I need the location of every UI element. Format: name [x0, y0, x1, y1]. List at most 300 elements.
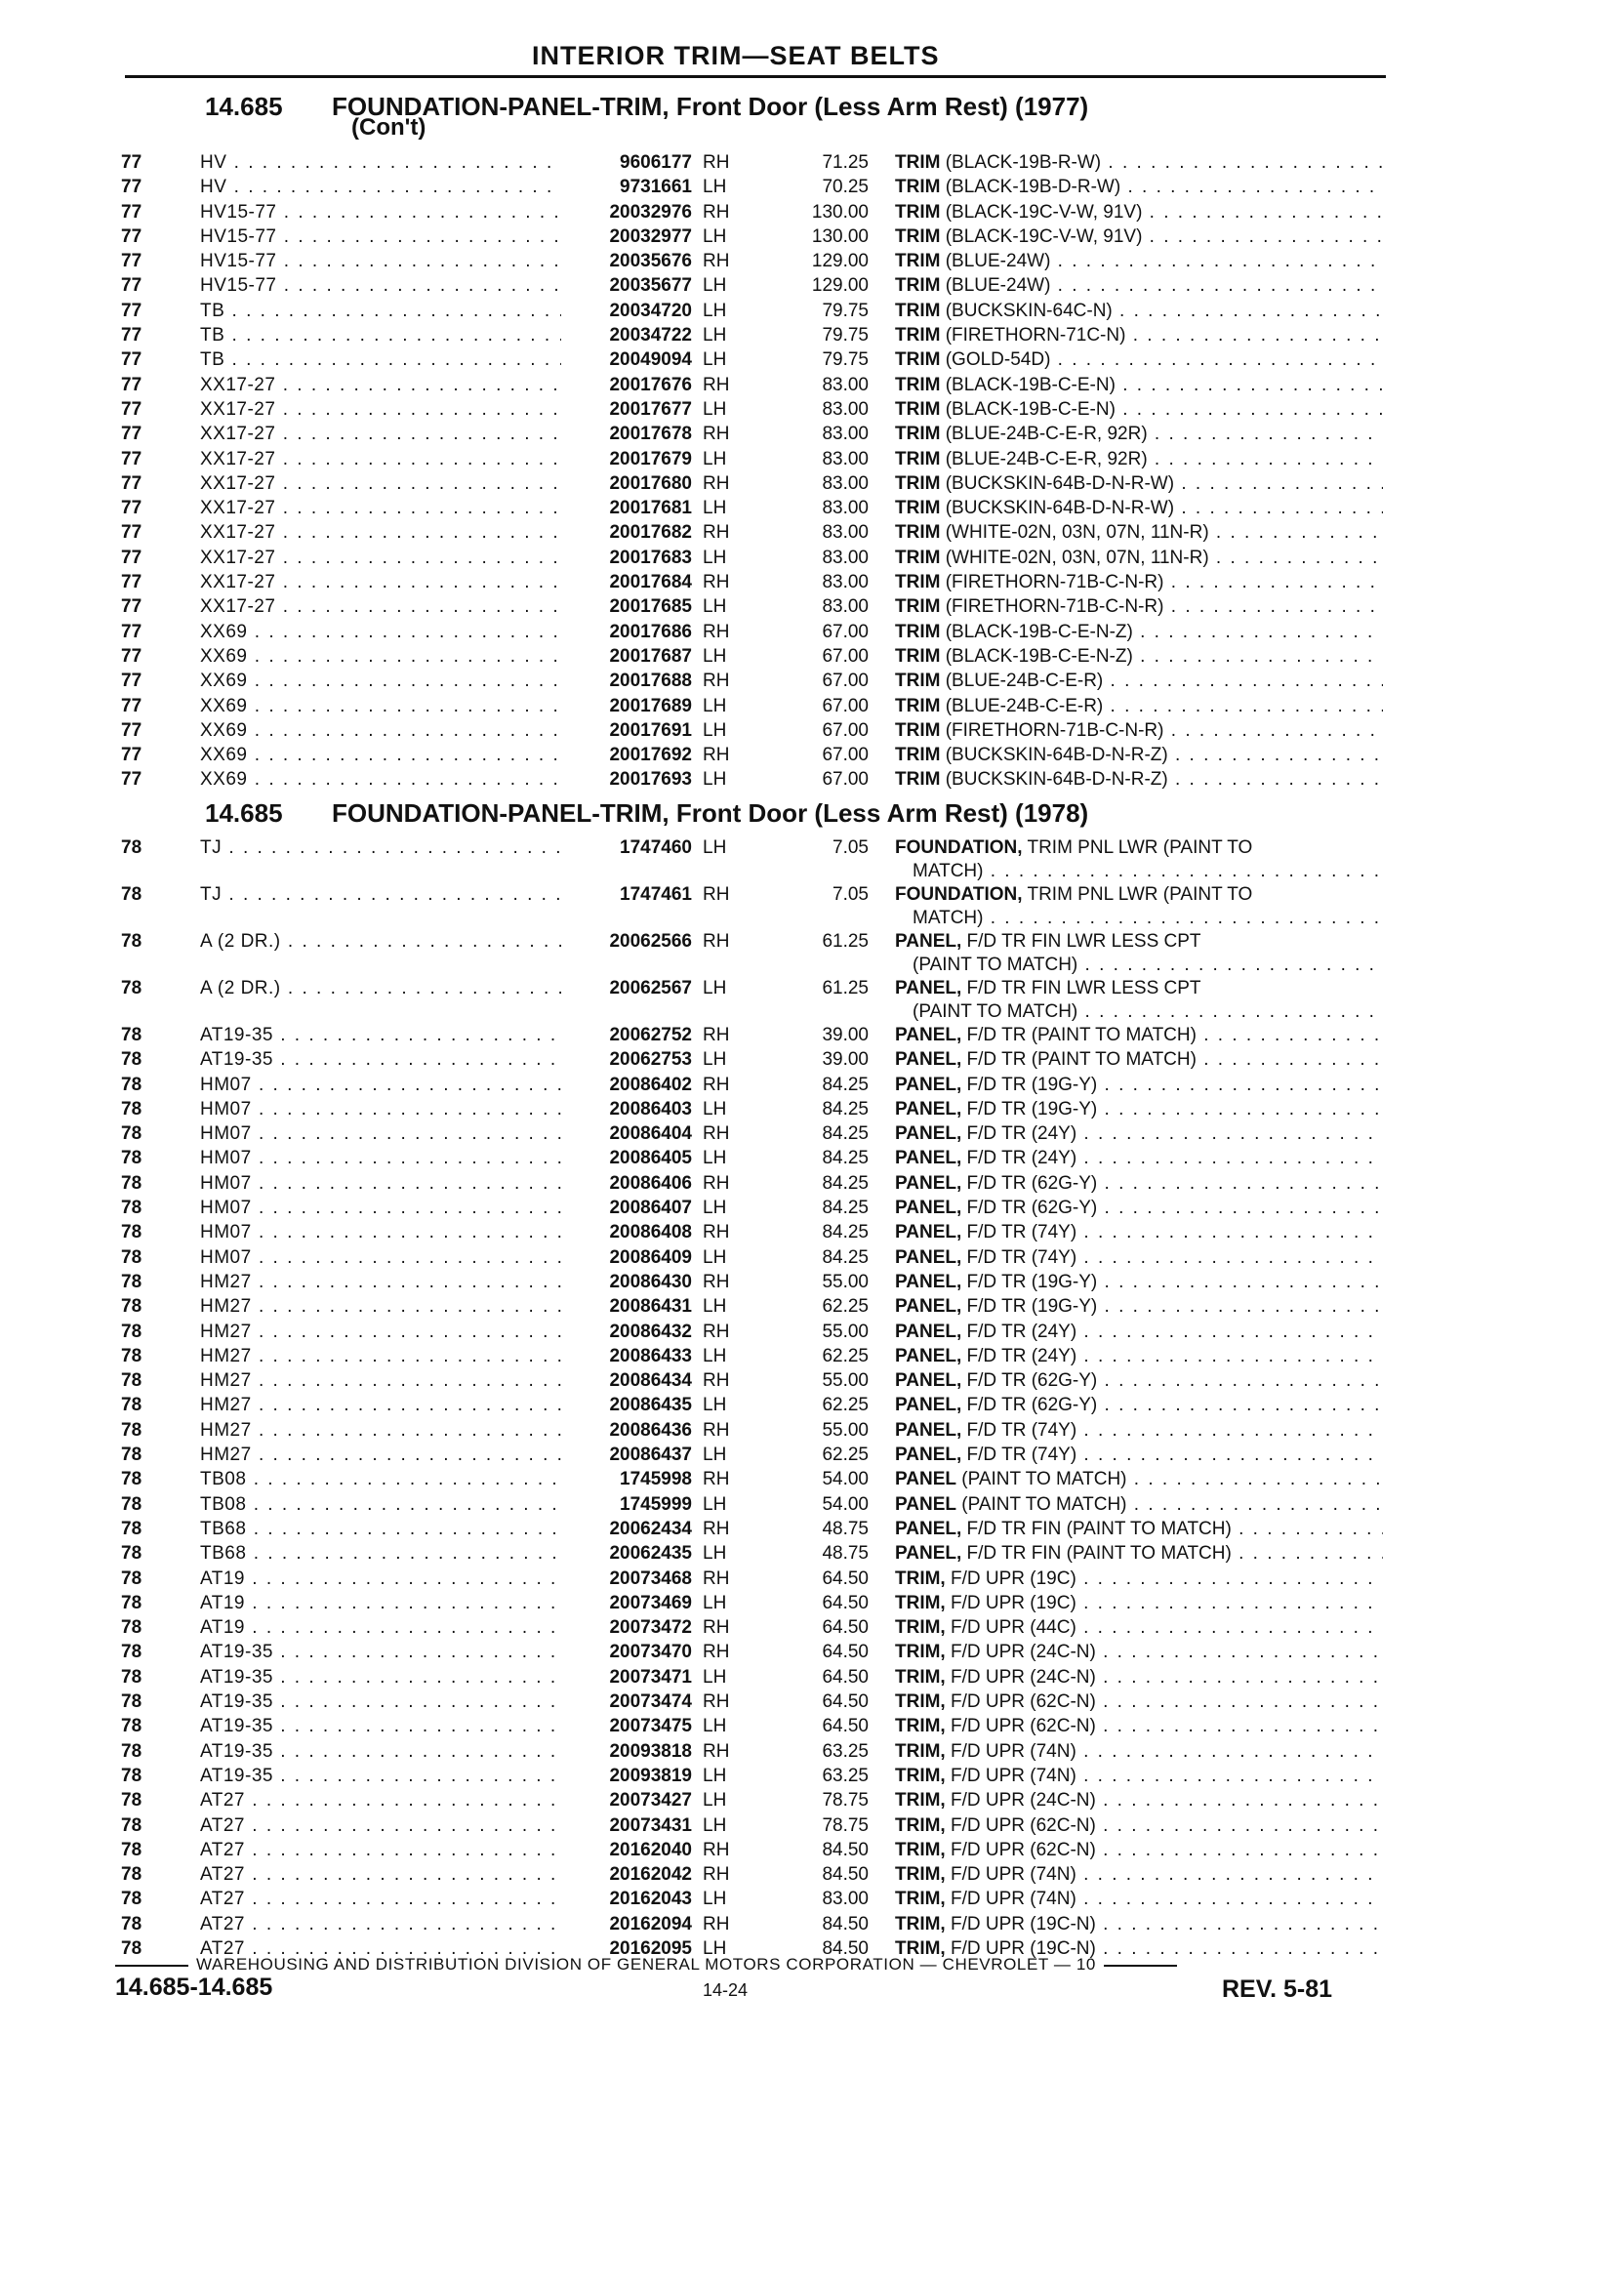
part-number: 20073471 — [605, 1665, 692, 1690]
description-keyword: PANEL, — [895, 1025, 962, 1045]
list-price: 84.25 — [822, 1074, 869, 1095]
part-number: 20086404 — [605, 1121, 692, 1146]
list-price: 84.25 — [822, 1246, 869, 1268]
description-detail: F/D UPR (62C-N) . . . — [951, 1815, 1383, 1836]
description-detail: (BLACK-19B-C-E-N-Z) . . . — [946, 622, 1383, 642]
part-number: 9731661 — [616, 175, 692, 199]
description-detail: (BLUE-24W) . . . — [946, 251, 1383, 271]
list-price: 55.00 — [822, 1419, 869, 1441]
description-detail: F/D TR (62G-Y) . . . — [967, 1370, 1383, 1391]
list-price: 84.25 — [822, 1123, 869, 1145]
body-model: HM07 . . . — [200, 1121, 561, 1146]
part-description — [895, 496, 1383, 520]
description-detail: F/D TR FIN LWR LESS CPT — [966, 931, 1201, 952]
part-description — [895, 447, 1383, 471]
description-keyword: TRIM — [895, 398, 941, 420]
part-description — [895, 1615, 1383, 1640]
part-row — [0, 767, 1624, 792]
side-code: RH — [703, 1617, 730, 1639]
part-number: 20034722 — [605, 323, 692, 347]
description-keyword: TRIM, — [895, 1839, 946, 1860]
part-description — [895, 1121, 1383, 1146]
side-code: LH — [703, 1889, 727, 1910]
side-code: LH — [703, 1049, 727, 1071]
body-model: XX17-27 . . . — [200, 447, 561, 471]
model-year: 77 — [121, 201, 142, 223]
list-price: 7.05 — [832, 884, 869, 905]
model-year: 77 — [121, 645, 142, 667]
description-keyword: FOUNDATION, — [895, 837, 1023, 858]
list-price: 83.00 — [822, 522, 869, 544]
part-row — [0, 1764, 1624, 1788]
description-keyword: TRIM — [895, 547, 941, 568]
body-model: TB68 . . . — [200, 1517, 561, 1541]
part-row — [0, 882, 1624, 929]
list-price: 84.25 — [822, 1222, 869, 1243]
list-price: 64.50 — [822, 1666, 869, 1688]
description-keyword: TRIM — [895, 498, 941, 519]
model-year: 77 — [121, 448, 142, 469]
side-code: LH — [703, 1937, 727, 1959]
part-row — [0, 422, 1624, 446]
side-code: LH — [703, 1296, 727, 1318]
body-model: XX69 . . . — [200, 767, 561, 792]
model-year: 77 — [121, 472, 142, 494]
part-row — [0, 1788, 1624, 1812]
model-year: 77 — [121, 769, 142, 791]
part-number: 20162095 — [605, 1936, 692, 1961]
body-model: AT19-35 . . . — [200, 1047, 561, 1072]
part-row — [0, 1567, 1624, 1591]
part-description — [895, 767, 1383, 792]
part-description — [895, 546, 1383, 570]
body-model: HM27 . . . — [200, 1418, 561, 1443]
side-code: LH — [703, 225, 727, 247]
body-model: TB08 . . . — [200, 1467, 561, 1491]
description-detail: (BLACK-19B-C-E-N) . . . — [946, 375, 1383, 395]
part-number: 20017676 — [605, 373, 692, 397]
description-detail: F/D TR FIN (PAINT TO MATCH) . . . — [967, 1519, 1383, 1539]
side-code: RH — [703, 1172, 730, 1194]
model-year: 78 — [121, 1493, 142, 1515]
side-code: RH — [703, 522, 730, 544]
part-description — [895, 718, 1383, 743]
list-price: 130.00 — [811, 201, 869, 223]
model-year: 78 — [121, 837, 142, 858]
part-row — [0, 397, 1624, 422]
side-code: LH — [703, 448, 727, 469]
part-description — [895, 1146, 1383, 1170]
description-detail: (BUCKSKIN-64C-N) . . . — [946, 301, 1383, 321]
model-year: 77 — [121, 349, 142, 371]
list-price: 55.00 — [822, 1321, 869, 1342]
part-number: 20017681 — [605, 496, 692, 520]
model-year: 78 — [121, 1098, 142, 1120]
part-number: 20073474 — [605, 1690, 692, 1714]
body-model: HM27 . . . — [200, 1368, 561, 1393]
part-number: 1745998 — [616, 1467, 692, 1491]
body-model: A (2 DR.) . . . — [200, 976, 561, 1000]
part-row — [0, 520, 1624, 545]
description-detail: (BUCKSKIN-64B-D-N-R-Z) . . . — [946, 745, 1383, 765]
side-code: LH — [703, 1493, 727, 1515]
body-model: AT19-35 . . . — [200, 1690, 561, 1714]
description-detail: (WHITE-02N, 03N, 07N, 11N-R) . . . — [946, 548, 1383, 568]
part-row — [0, 299, 1624, 323]
side-code: RH — [703, 201, 730, 223]
side-code: LH — [703, 1198, 727, 1219]
description-keyword: TRIM — [895, 671, 941, 692]
part-row — [0, 1467, 1624, 1491]
body-model: HV15-77 . . . — [200, 200, 561, 224]
part-number: 20017686 — [605, 620, 692, 644]
model-year: 78 — [121, 1469, 142, 1490]
description-detail: (WHITE-02N, 03N, 07N, 11N-R) . . . — [946, 522, 1383, 543]
description-keyword: PANEL, — [895, 1345, 962, 1366]
body-model: AT19-35 . . . — [200, 1714, 561, 1738]
part-row — [0, 1887, 1624, 1911]
description-keyword: PANEL, — [895, 1445, 962, 1466]
model-year: 77 — [121, 596, 142, 618]
description-keyword: PANEL — [895, 1469, 956, 1490]
description-keyword: TRIM, — [895, 1765, 946, 1786]
list-price: 48.75 — [822, 1518, 869, 1539]
description-detail: F/D TR (74Y) . . . — [967, 1247, 1383, 1268]
model-year: 77 — [121, 498, 142, 519]
part-number: 20049094 — [605, 347, 692, 372]
section-title: FOUNDATION-PANEL-TRIM, Front Door (Less Arm Rest) (1977) — [332, 92, 1089, 121]
part-row — [0, 273, 1624, 298]
description-detail: F/D TR FIN (PAINT TO MATCH) . . . — [967, 1543, 1383, 1564]
side-code: RH — [703, 671, 730, 692]
footer-page-number: 14-24 — [703, 1980, 749, 2000]
part-row — [0, 323, 1624, 347]
part-description — [895, 249, 1383, 273]
model-year: 78 — [121, 1790, 142, 1812]
description-detail: F/D UPR (19C) . . . — [951, 1568, 1383, 1589]
part-number: 20073469 — [605, 1591, 692, 1615]
side-code: LH — [703, 1345, 727, 1366]
description-detail: F/D TR (62G-Y) . . . — [967, 1395, 1383, 1415]
side-code: LH — [703, 719, 727, 741]
part-description — [895, 1739, 1383, 1764]
side-code: RH — [703, 374, 730, 395]
side-code: LH — [703, 1246, 727, 1268]
model-year: 77 — [121, 300, 142, 321]
list-price: 84.50 — [822, 1937, 869, 1959]
list-price: 84.25 — [822, 1198, 869, 1219]
part-row — [0, 1541, 1624, 1566]
list-price: 39.00 — [822, 1025, 869, 1045]
part-number: 20093819 — [605, 1764, 692, 1788]
model-year: 78 — [121, 1321, 142, 1342]
list-price: 83.00 — [822, 498, 869, 519]
description-keyword: TRIM — [895, 645, 941, 667]
part-row — [0, 743, 1624, 767]
side-code: RH — [703, 1469, 730, 1490]
side-code: RH — [703, 1839, 730, 1860]
body-model: HM07 . . . — [200, 1245, 561, 1270]
list-price: 84.50 — [822, 1913, 869, 1934]
part-number: 20086430 — [605, 1270, 692, 1294]
description-detail: (GOLD-54D) . . . — [946, 349, 1383, 370]
side-code: LH — [703, 769, 727, 791]
section-title: FOUNDATION-PANEL-TRIM, Front Door (Less Arm Rest) (1978) — [332, 798, 1089, 828]
part-description — [895, 323, 1383, 347]
section-continued-label: (Con't) — [351, 114, 426, 141]
section-heading-1977 — [205, 92, 1088, 122]
part-description — [895, 1541, 1383, 1566]
side-code: RH — [703, 931, 730, 952]
description-detail: F/D TR (62G-Y) . . . — [967, 1173, 1383, 1194]
side-code: RH — [703, 1568, 730, 1589]
list-price: 83.00 — [822, 374, 869, 395]
description-keyword: TRIM — [895, 275, 941, 297]
description-detail: F/D TR (19G-Y) . . . — [967, 1099, 1383, 1120]
description-keyword: TRIM — [895, 201, 941, 223]
model-year: 77 — [121, 374, 142, 395]
model-year: 78 — [121, 1765, 142, 1786]
part-number: 20062434 — [605, 1517, 692, 1541]
part-number: 20035676 — [605, 249, 692, 273]
body-model: TB68 . . . — [200, 1541, 561, 1566]
body-model: XX69 . . . — [200, 669, 561, 693]
description-keyword: PANEL, — [895, 1074, 962, 1095]
part-description — [895, 743, 1383, 767]
description-keyword: TRIM, — [895, 1568, 946, 1589]
description-detail: (BLACK-19B-C-E-N) . . . — [946, 399, 1383, 420]
part-description — [895, 273, 1383, 298]
part-row — [0, 496, 1624, 520]
part-number: 20017689 — [605, 694, 692, 718]
part-description — [895, 1196, 1383, 1220]
model-year: 77 — [121, 745, 142, 766]
side-code: LH — [703, 1814, 727, 1836]
body-model: AT27 . . . — [200, 1862, 561, 1887]
part-row — [0, 644, 1624, 669]
part-description — [895, 644, 1383, 669]
part-row — [0, 1517, 1624, 1541]
part-number: 20086402 — [605, 1073, 692, 1097]
description-keyword: PANEL, — [895, 1321, 962, 1342]
side-code: RH — [703, 884, 730, 905]
list-price: 62.25 — [822, 1345, 869, 1366]
part-description — [895, 1023, 1383, 1047]
side-code: LH — [703, 1790, 727, 1812]
part-description — [895, 1245, 1383, 1270]
description-continuation: (PAINT TO MATCH) . . . — [913, 953, 1383, 977]
description-detail: TRIM PNL LWR (PAINT TO — [1027, 884, 1253, 905]
description-detail: F/D UPR (62C-N) . . . — [951, 1840, 1383, 1860]
part-row — [0, 1443, 1624, 1467]
description-detail: F/D TR (74Y) . . . — [967, 1420, 1383, 1441]
part-row — [0, 447, 1624, 471]
description-keyword: TRIM, — [895, 1814, 946, 1836]
part-number: 20086433 — [605, 1344, 692, 1368]
part-number: 20073475 — [605, 1714, 692, 1738]
part-description — [895, 570, 1383, 594]
list-price: 67.00 — [822, 645, 869, 667]
part-description — [895, 471, 1383, 496]
model-year: 78 — [121, 931, 142, 952]
list-price: 83.00 — [822, 547, 869, 568]
side-code: RH — [703, 1518, 730, 1539]
body-model: HM27 . . . — [200, 1270, 561, 1294]
body-model: TJ . . . — [200, 882, 561, 907]
part-number: 20073472 — [605, 1615, 692, 1640]
part-description — [895, 299, 1383, 323]
model-year: 78 — [121, 1864, 142, 1886]
side-code: RH — [703, 1222, 730, 1243]
part-description — [895, 1813, 1383, 1838]
side-code: LH — [703, 1543, 727, 1565]
model-year: 78 — [121, 1049, 142, 1071]
description-keyword: TRIM, — [895, 1937, 946, 1959]
model-year: 78 — [121, 1518, 142, 1539]
part-number: 20017682 — [605, 520, 692, 545]
model-year: 78 — [121, 1172, 142, 1194]
description-keyword: TRIM — [895, 769, 941, 791]
body-model: AT27 . . . — [200, 1887, 561, 1911]
part-number: 20086403 — [605, 1097, 692, 1121]
part-description — [895, 224, 1383, 249]
body-model: HV . . . — [200, 150, 561, 175]
description-detail: (BLACK-19B-D-R-W) . . . — [946, 177, 1383, 197]
part-description — [895, 1912, 1383, 1936]
list-price: 129.00 — [811, 275, 869, 297]
part-description — [895, 1220, 1383, 1244]
model-year: 78 — [121, 1148, 142, 1169]
list-price: 83.00 — [822, 424, 869, 445]
model-year: 78 — [121, 1370, 142, 1392]
model-year: 78 — [121, 1543, 142, 1565]
side-code: RH — [703, 572, 730, 593]
description-keyword: PANEL, — [895, 1271, 962, 1292]
description-detail: (FIRETHORN-71B-C-N-R) . . . — [946, 572, 1383, 592]
part-row — [0, 1220, 1624, 1244]
part-number: 20162042 — [605, 1862, 692, 1887]
body-model: AT27 . . . — [200, 1838, 561, 1862]
body-model: HM07 . . . — [200, 1073, 561, 1097]
side-code: LH — [703, 596, 727, 618]
part-description — [895, 397, 1383, 422]
description-detail: (BLACK-19B-R-W) . . . — [946, 152, 1383, 173]
part-description — [895, 694, 1383, 718]
description-detail: F/D TR (24Y) . . . — [967, 1123, 1383, 1144]
part-row — [0, 1615, 1624, 1640]
body-model: XX17-27 . . . — [200, 520, 561, 545]
part-number: 20086408 — [605, 1220, 692, 1244]
description-detail: F/D UPR (19C-N) . . . — [951, 1938, 1383, 1959]
description-detail: F/D UPR (74N) . . . — [951, 1741, 1383, 1762]
side-code: LH — [703, 1666, 727, 1688]
model-year: 78 — [121, 1271, 142, 1292]
part-description — [895, 200, 1383, 224]
part-number: 20073431 — [605, 1813, 692, 1838]
description-detail: (BLUE-24B-C-E-R) . . . — [946, 671, 1383, 691]
description-detail: F/D TR (74Y) . . . — [967, 1445, 1383, 1465]
list-price: 48.75 — [822, 1543, 869, 1565]
side-code: LH — [703, 498, 727, 519]
part-number: 20017691 — [605, 718, 692, 743]
part-row — [0, 1121, 1624, 1146]
description-detail: F/D TR (74Y) . . . — [967, 1222, 1383, 1242]
part-row — [0, 1097, 1624, 1121]
body-model: XX17-27 . . . — [200, 594, 561, 619]
list-price: 79.75 — [822, 349, 869, 371]
description-keyword: TRIM — [895, 745, 941, 766]
model-year: 78 — [121, 1222, 142, 1243]
footer-revision: REV. 5-81 — [1222, 1975, 1333, 2003]
list-price: 62.25 — [822, 1296, 869, 1318]
model-year: 78 — [121, 1716, 142, 1737]
part-row — [0, 1047, 1624, 1072]
part-number: 20032977 — [605, 224, 692, 249]
description-keyword: TRIM, — [895, 1790, 946, 1812]
part-description — [895, 347, 1383, 372]
model-year: 78 — [121, 1642, 142, 1663]
model-year: 78 — [121, 1913, 142, 1934]
model-year: 78 — [121, 1568, 142, 1589]
body-model: HM27 . . . — [200, 1320, 561, 1344]
part-row — [0, 546, 1624, 570]
list-price: 64.50 — [822, 1617, 869, 1639]
model-year: 78 — [121, 884, 142, 905]
list-price: 64.50 — [822, 1691, 869, 1713]
description-keyword: TRIM — [895, 349, 941, 371]
part-description — [895, 1368, 1383, 1393]
list-price: 64.50 — [822, 1716, 869, 1737]
part-number: 20086406 — [605, 1171, 692, 1196]
part-description — [895, 929, 1383, 954]
part-number: 20062566 — [605, 929, 692, 954]
description-keyword: PANEL, — [895, 1543, 962, 1565]
body-model: HM07 . . . — [200, 1196, 561, 1220]
part-row — [0, 1270, 1624, 1294]
body-model: HV15-77 . . . — [200, 224, 561, 249]
section-heading-1978 — [205, 798, 1088, 829]
part-row — [0, 1862, 1624, 1887]
description-detail: F/D TR (24Y) . . . — [967, 1148, 1383, 1168]
body-model: HM27 . . . — [200, 1344, 561, 1368]
description-detail: (PAINT TO MATCH) . . . — [961, 1469, 1383, 1489]
body-model: AT27 . . . — [200, 1813, 561, 1838]
model-year: 78 — [121, 1198, 142, 1219]
side-code: RH — [703, 1864, 730, 1886]
side-code: RH — [703, 1642, 730, 1663]
part-number: 20017685 — [605, 594, 692, 619]
list-price: 83.00 — [822, 596, 869, 618]
part-row — [0, 1320, 1624, 1344]
body-model: HV15-77 . . . — [200, 273, 561, 298]
description-keyword: PANEL — [895, 1493, 956, 1515]
section-number: 14.685 — [205, 92, 283, 121]
side-code: RH — [703, 251, 730, 272]
description-keyword: TRIM, — [895, 1617, 946, 1639]
description-detail: F/D TR (PAINT TO MATCH) . . . — [967, 1025, 1383, 1045]
part-number: 20034720 — [605, 299, 692, 323]
parts-list-1978 — [0, 835, 1624, 1961]
body-model: XX17-27 . . . — [200, 422, 561, 446]
side-code: LH — [703, 547, 727, 568]
part-description — [895, 373, 1383, 397]
description-keyword: TRIM — [895, 225, 941, 247]
part-description — [895, 175, 1383, 199]
model-year: 78 — [121, 1740, 142, 1762]
part-description — [895, 1714, 1383, 1738]
part-number: 20017693 — [605, 767, 692, 792]
description-detail: (BUCKSKIN-64B-D-N-R-W) . . . — [946, 498, 1383, 518]
